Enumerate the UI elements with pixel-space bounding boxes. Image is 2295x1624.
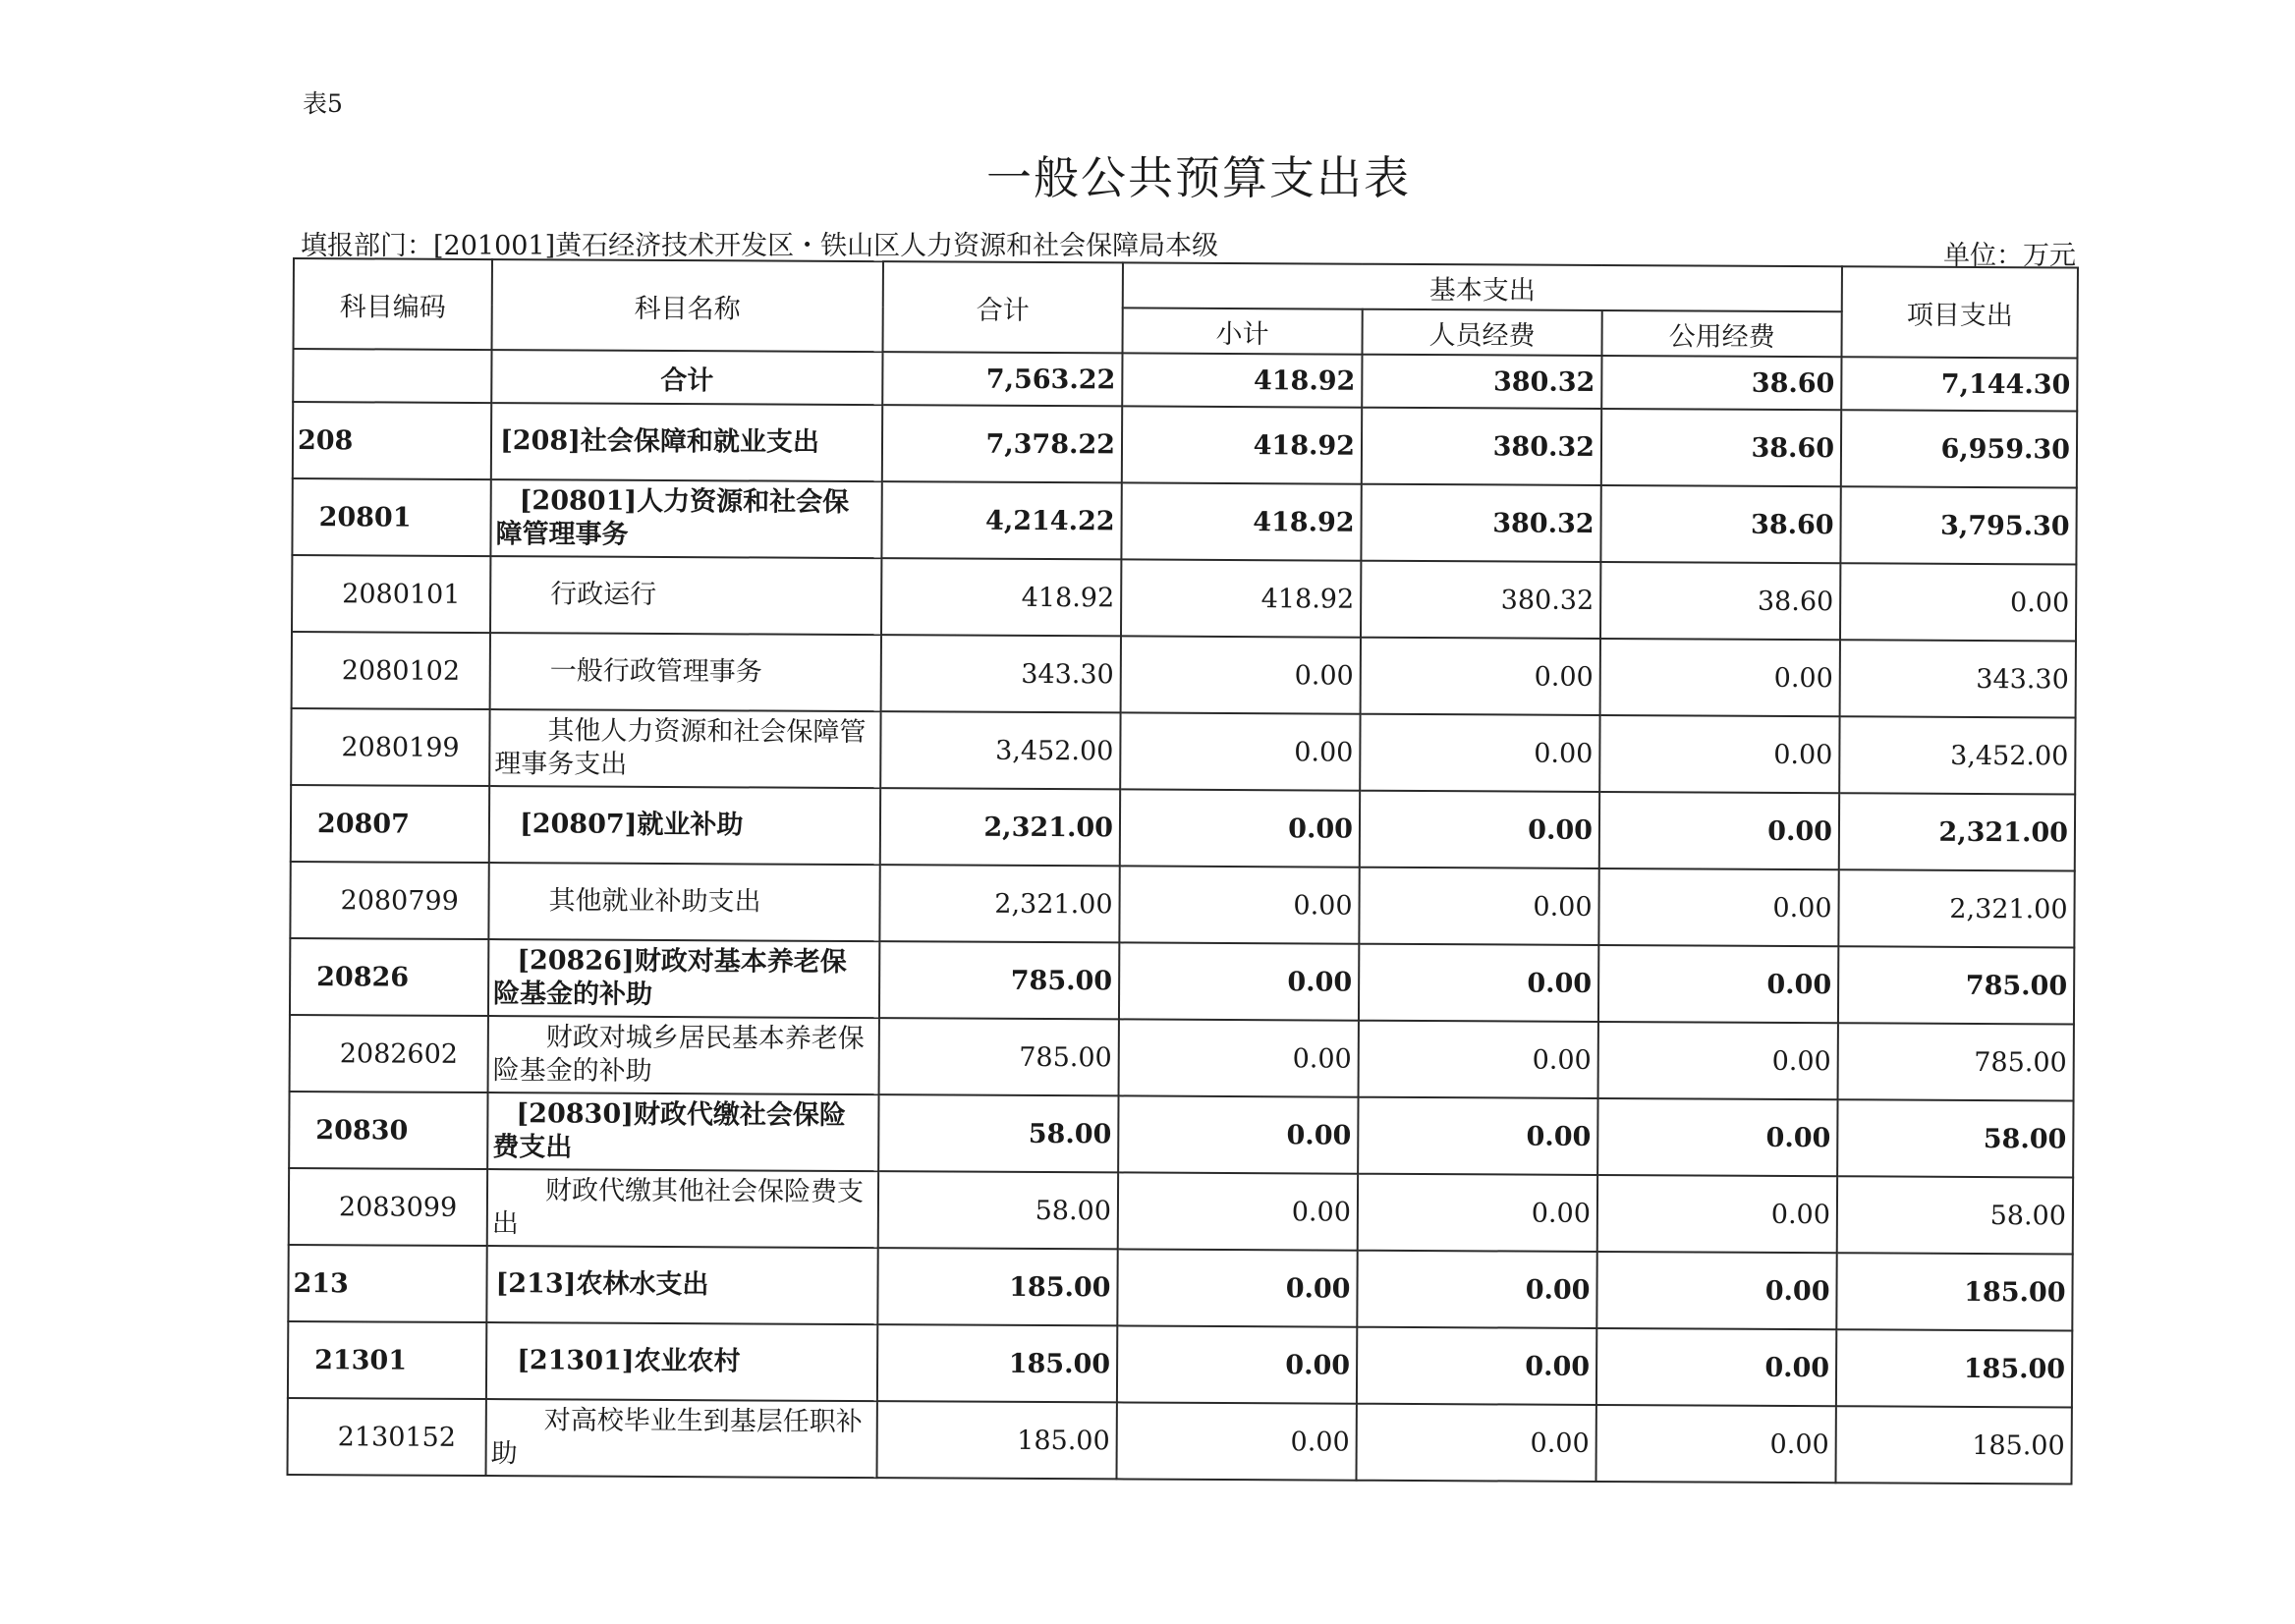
name-cell: 其他就业补助支出 xyxy=(488,863,879,941)
personnel-cell: 0.00 xyxy=(1360,714,1599,792)
page-title: 一般公共预算支出表 xyxy=(986,151,1411,204)
public-cell: 38.60 xyxy=(1601,409,1841,486)
public-cell: 0.00 xyxy=(1598,945,1838,1023)
name-cell: [208]社会保障和就业支出 xyxy=(491,403,882,481)
personnel-cell: 0.00 xyxy=(1357,1251,1596,1328)
project-cell: 58.00 xyxy=(1837,1099,2073,1177)
table-row xyxy=(289,1092,2073,1178)
total-public-cell: 38.60 xyxy=(1601,356,1841,410)
name-cell: 一般行政管理事务 xyxy=(490,633,881,711)
subtotal-cell: 0.00 xyxy=(1118,1172,1358,1250)
project-cell: 58.00 xyxy=(1837,1176,2073,1254)
personnel-cell: 380.32 xyxy=(1361,561,1600,639)
total-cell: 3,452.00 xyxy=(880,711,1120,789)
name-cell: [20807]就业补助 xyxy=(489,786,880,865)
public-cell: 0.00 xyxy=(1596,1252,1836,1329)
project-cell: 2,321.00 xyxy=(1838,869,2074,947)
total-project-cell: 7,144.30 xyxy=(1841,357,2077,411)
table-row xyxy=(292,478,2076,565)
subtotal-cell: 0.00 xyxy=(1118,1095,1358,1173)
personnel-cell: 0.00 xyxy=(1359,1021,1598,1098)
personnel-cell: 0.00 xyxy=(1360,791,1599,868)
personnel-cell: 0.00 xyxy=(1358,1174,1597,1252)
subtotal-cell: 0.00 xyxy=(1120,789,1360,867)
code-cell: 2083099 xyxy=(289,1168,487,1246)
code-cell: 2082602 xyxy=(290,1015,488,1092)
table-row xyxy=(293,402,2077,488)
name-cell: [21301]农业农村 xyxy=(486,1322,877,1401)
subtotal-cell: 0.00 xyxy=(1117,1249,1357,1326)
personnel-cell: 380.32 xyxy=(1362,408,1601,485)
code-cell: 2080102 xyxy=(292,632,490,709)
department-label: 填报部门：[201001]黄石经济技术开发区・铁山区人力资源和社会保障局本级 xyxy=(301,231,1219,261)
total-cell: 785.00 xyxy=(879,941,1119,1019)
name-cell: [20801]人力资源和社会保障管理事务 xyxy=(490,479,881,558)
name-cell: [20830]财政代缴社会保险费支出 xyxy=(487,1092,878,1171)
public-cell: 0.00 xyxy=(1598,868,1838,946)
table-row xyxy=(292,555,2076,642)
public-cell: 0.00 xyxy=(1600,639,1840,716)
total-cell: 185.00 xyxy=(877,1248,1117,1325)
table-row xyxy=(289,1168,2073,1255)
project-cell: 6,959.30 xyxy=(1841,410,2077,487)
table-row xyxy=(288,1398,2072,1484)
code-cell: 2080199 xyxy=(291,708,489,786)
table-row xyxy=(291,785,2075,871)
public-cell: 0.00 xyxy=(1598,1022,1838,1099)
header-project: 项目支出 xyxy=(1842,266,2078,358)
code-cell: 20807 xyxy=(291,785,489,863)
public-cell: 38.60 xyxy=(1600,562,1840,640)
personnel-cell: 0.00 xyxy=(1358,1097,1597,1175)
code-cell: 20830 xyxy=(289,1092,487,1169)
name-cell: 其他人力资源和社会保障管理事务支出 xyxy=(489,709,880,788)
personnel-cell: 0.00 xyxy=(1359,868,1598,945)
project-cell: 785.00 xyxy=(1838,1023,2074,1100)
name-cell: 财政对城乡居民基本养老保险基金的补助 xyxy=(488,1016,879,1094)
total-subtotal-cell: 418.92 xyxy=(1122,353,1362,407)
header-code: 科目编码 xyxy=(294,258,492,350)
project-cell: 2,321.00 xyxy=(1839,793,2075,870)
name-cell: [213]农林水支出 xyxy=(486,1246,877,1324)
total-cell: 7,378.22 xyxy=(882,405,1122,482)
header-total: 合计 xyxy=(883,261,1123,353)
header-personnel: 人员经费 xyxy=(1362,309,1601,356)
table-row xyxy=(291,708,2075,795)
name-cell: [20826]财政对基本养老保险基金的补助 xyxy=(488,939,879,1018)
total-cell: 58.00 xyxy=(878,1171,1118,1249)
total-cell: 4,214.22 xyxy=(881,481,1121,559)
header-name: 科目名称 xyxy=(492,259,883,352)
name-cell: 对高校毕业生到基层任职补助 xyxy=(486,1399,877,1478)
project-cell: 3,795.30 xyxy=(1840,486,2076,564)
personnel-cell: 380.32 xyxy=(1361,484,1600,562)
subtotal-cell: 0.00 xyxy=(1121,636,1361,713)
public-cell: 0.00 xyxy=(1596,1328,1836,1406)
code-cell: 21301 xyxy=(288,1321,486,1399)
subtotal-cell: 418.92 xyxy=(1122,406,1362,483)
table-row xyxy=(290,938,2074,1025)
project-cell: 185.00 xyxy=(1836,1329,2072,1407)
subtotal-cell: 418.92 xyxy=(1121,559,1361,637)
code-cell: 20801 xyxy=(292,478,490,556)
total-personnel-cell: 380.32 xyxy=(1362,355,1601,409)
table-row xyxy=(292,632,2076,718)
subtotal-cell: 418.92 xyxy=(1121,482,1361,560)
name-cell: 行政运行 xyxy=(490,556,881,635)
total-cell: 785.00 xyxy=(879,1018,1119,1095)
subtotal-cell: 0.00 xyxy=(1117,1325,1357,1403)
total-cell: 418.92 xyxy=(881,558,1121,636)
table-label: 表5 xyxy=(303,89,343,118)
personnel-cell: 0.00 xyxy=(1361,638,1600,715)
subtotal-cell: 0.00 xyxy=(1117,1402,1357,1480)
public-cell: 0.00 xyxy=(1597,1098,1837,1176)
total-cell: 185.00 xyxy=(877,1324,1117,1402)
total-cell: 2,321.00 xyxy=(880,788,1120,866)
total-code-cell xyxy=(293,349,491,403)
name-cell: 财政代缴其他社会保险费支出 xyxy=(487,1169,878,1248)
subtotal-cell: 0.00 xyxy=(1120,712,1360,790)
code-cell: 208 xyxy=(293,402,491,479)
project-cell: 185.00 xyxy=(1836,1406,2072,1484)
personnel-cell: 0.00 xyxy=(1359,944,1598,1022)
header-basic: 基本支出 xyxy=(1123,262,1842,311)
personnel-cell: 0.00 xyxy=(1356,1404,1595,1482)
header-public: 公用经费 xyxy=(1601,310,1841,357)
header-subtotal: 小计 xyxy=(1123,308,1363,354)
total-row xyxy=(293,349,2077,412)
total-cell: 58.00 xyxy=(878,1094,1118,1172)
project-cell: 343.30 xyxy=(1840,640,2076,717)
project-cell: 185.00 xyxy=(1836,1253,2072,1330)
table-row xyxy=(290,1015,2074,1101)
total-cell: 2,321.00 xyxy=(879,865,1119,942)
public-cell: 0.00 xyxy=(1599,715,1839,793)
code-cell: 2130152 xyxy=(288,1398,486,1476)
project-cell: 0.00 xyxy=(1840,563,2076,641)
code-cell: 2080799 xyxy=(290,862,488,939)
total-name-cell: 合计 xyxy=(491,350,882,405)
code-cell: 20826 xyxy=(290,938,488,1016)
table-row xyxy=(290,862,2074,948)
code-cell: 213 xyxy=(288,1245,486,1322)
total-total-cell: 7,563.22 xyxy=(882,352,1122,406)
public-cell: 0.00 xyxy=(1599,792,1839,869)
public-cell: 0.00 xyxy=(1597,1175,1837,1253)
public-cell: 0.00 xyxy=(1595,1405,1835,1483)
unit-label: 单位：万元 xyxy=(1943,241,2076,271)
subtotal-cell: 0.00 xyxy=(1119,942,1359,1020)
subtotal-cell: 0.00 xyxy=(1119,1019,1359,1096)
table-row xyxy=(288,1245,2072,1331)
project-cell: 3,452.00 xyxy=(1839,716,2075,794)
total-cell: 185.00 xyxy=(877,1401,1117,1479)
total-cell: 343.30 xyxy=(881,635,1121,712)
subtotal-cell: 0.00 xyxy=(1119,866,1359,943)
table-row xyxy=(288,1321,2072,1408)
code-cell: 2080101 xyxy=(292,555,490,633)
budget-table xyxy=(287,257,2079,1485)
project-cell: 785.00 xyxy=(1838,946,2074,1024)
public-cell: 38.60 xyxy=(1600,485,1840,563)
personnel-cell: 0.00 xyxy=(1357,1327,1596,1405)
